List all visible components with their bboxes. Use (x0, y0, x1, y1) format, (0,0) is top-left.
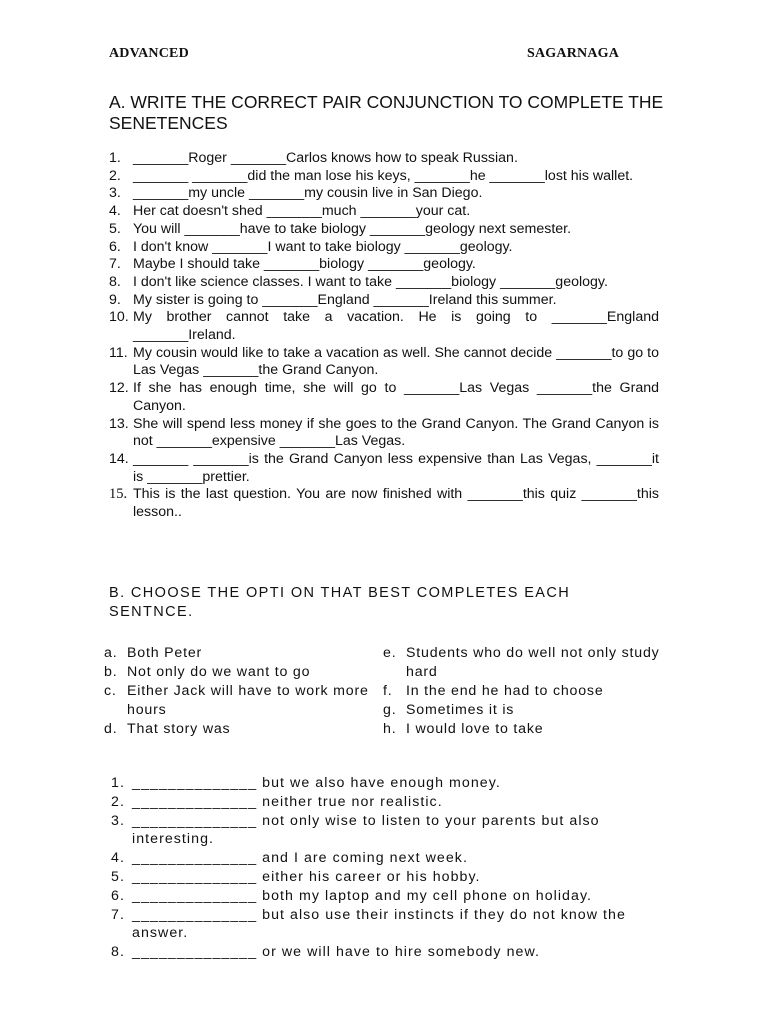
option-h: h. I would love to take (383, 721, 544, 737)
list-item: 1. _______Roger _______Carlos knows how to speak Russian. (109, 150, 518, 166)
option-b: b. Not only do we want to go (104, 664, 311, 680)
header-name: SAGARNAGA (527, 46, 620, 61)
section-a-title: A. WRITE THE CORRECT PAIR CONJUNCTION TO COMPLETE THE SENETENCES (109, 92, 664, 133)
list-item: 7. Maybe I should take _______biology _______geology. (109, 256, 476, 273)
option-g: g. Sometimes it is (383, 702, 515, 718)
list-item: 3. ______________ not only wise to listen to your parents but also interesting. (111, 812, 600, 848)
list-item: 2. _______ _______did the man lose his keys, _______he _______lost his wallet. (109, 167, 634, 184)
list-item: 5. ______________ either his career or his hobby. (111, 868, 481, 885)
option-e: e. Students who do well not only study hard (383, 645, 660, 680)
list-item: 8. ______________ or we will have to hire somebody new. (111, 944, 540, 961)
list-item: 6. I don't know _______I want to take biology _______geology. (109, 238, 513, 255)
option-f: f. In the end he had to choose (383, 683, 604, 699)
section-a-list (109, 150, 659, 522)
section-b-list (111, 774, 651, 962)
list-item: 4. ______________ and I are coming next week. (111, 850, 468, 867)
list-item: 8. I don't like science classes. I want to take _______biology _______geology. (109, 273, 608, 290)
section-b-title: B. CHOOSE THE OPTI ON THAT BEST COMPLETES EACH SENTNCE. (109, 585, 571, 620)
list-item: 14. _______ _______is the Grand Canyon less expensive than Las Vegas, _______it is _______prettier. (109, 450, 659, 485)
list-item: 1. ______________ but we also have enough money. (111, 775, 501, 791)
list-item: 9. My sister is going to _______England _______Ireland this summer. (109, 291, 557, 308)
option-a: a. Both Peter (104, 645, 203, 661)
option-d: d. That story was (104, 721, 231, 737)
list-item: 10. My brother cannot take a vacation. He is going to _______England _______Ireland. (109, 309, 659, 344)
options-right-column (383, 644, 663, 739)
option-c: c. Either Jack will have to work more hours (104, 683, 369, 718)
list-item: 2. ______________ neither true nor realistic. (111, 793, 443, 810)
list-item: 6. ______________ both my laptop and my cell phone on holiday. (111, 887, 593, 904)
header-level: ADVANCED (109, 46, 189, 61)
list-item: 4. Her cat doesn't shed _______much _______your cat. (109, 203, 471, 220)
list-item: 15. This is the last question. You are now finished with _______this quiz _______this lesson.. (109, 486, 659, 521)
list-item: 3. _______my uncle _______my cousin live in San Diego. (109, 185, 483, 202)
list-item: 13. She will spend less money if she goes to the Grand Canyon. The Grand Canyon is not _______expensive _______Las Vegas. (109, 415, 659, 450)
list-item: 11. My cousin would like to take a vacation as well. She cannot decide _______to go to Las Vegas _______the Grand Canyon. (109, 344, 659, 379)
options-left-column (104, 644, 374, 739)
list-item: 5. You will _______have to take biology _______geology next semester. (109, 220, 572, 237)
list-item: 12. If she has enough time, she will go to _______Las Vegas _______the Grand Canyon. (109, 380, 659, 414)
list-item: 7. ______________ but also use their instincts if they do not know the answer. (111, 906, 626, 942)
